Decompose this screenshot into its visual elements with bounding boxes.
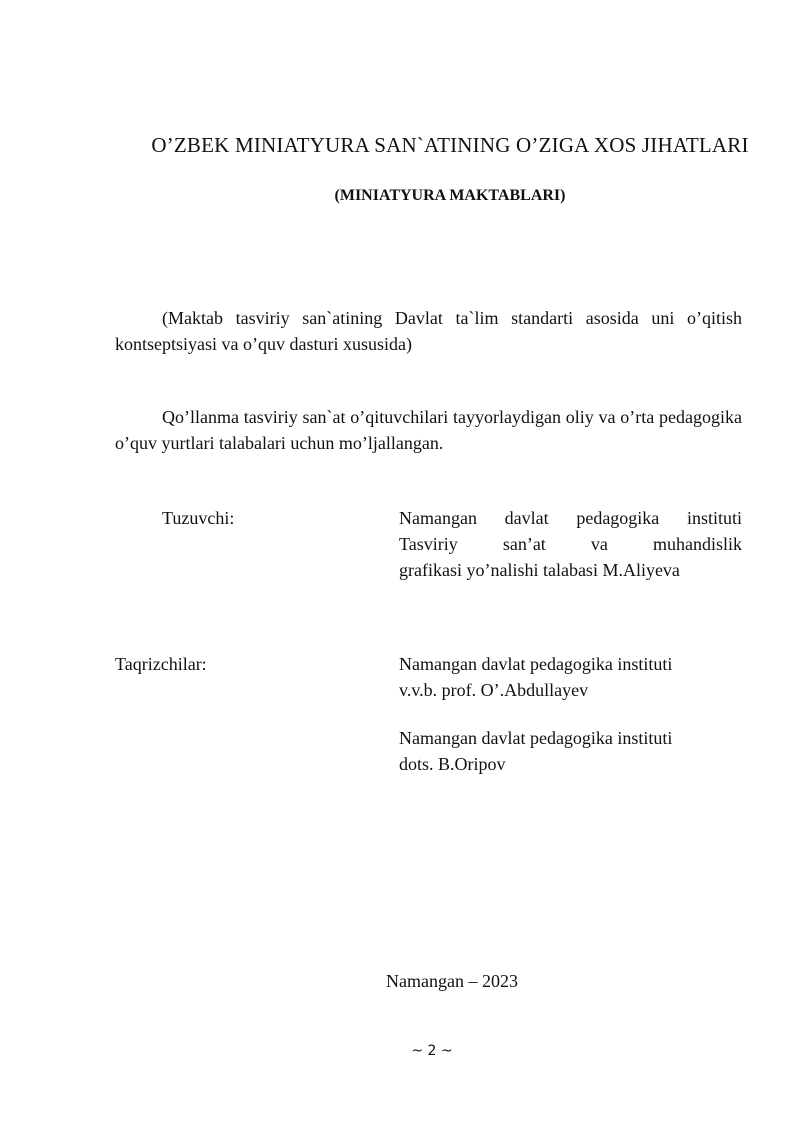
author-line-3: grafikasi yo’nalishi talabasi M.Aliyeva (399, 560, 680, 580)
reviewer-1-name: v.v.b. prof. O’.Abdullayev (399, 680, 589, 700)
place-and-year: Namangan – 2023 (386, 971, 518, 991)
reviewer-2 (399, 725, 742, 777)
reviewer-2-name: dots. B.Oripov (399, 754, 506, 774)
author-info (399, 505, 742, 583)
audience-paragraph: Qo’llanma tasviriy san`at o’qituvchilari tayyorlaydigan oliy va o’rta pedagogika o’quv yurtlari talabalari uchun mo’ljallangan. (115, 407, 742, 453)
reviewer-2-institution: Namangan davlat pedagogika instituti (399, 728, 673, 748)
page-number: ~ 2 ~ (411, 1043, 453, 1059)
author-label: Tuzuvchi: (162, 508, 235, 528)
intro-paragraph: (Maktab tasviriy san`atining Davlat ta`lim standarti asosida uni o’qitish kontseptsiyasi va o’quv dasturi xususida) (115, 308, 742, 354)
reviewer-1-institution: Namangan davlat pedagogika instituti (399, 654, 673, 674)
reviewers-label: Taqrizchilar: (115, 654, 207, 674)
author-line-1: Namangan davlat pedagogika instituti (399, 508, 742, 528)
reviewer-1 (399, 651, 742, 703)
document-title: O’ZBEK MINIATYURA SAN`ATINING O’ZIGA XOS JIHATLARI (151, 133, 749, 157)
document-subtitle: (MINIATYURA MAKTABLARI) (334, 187, 566, 204)
author-line-2: Tasviriy san’at va muhandislik (399, 534, 742, 554)
